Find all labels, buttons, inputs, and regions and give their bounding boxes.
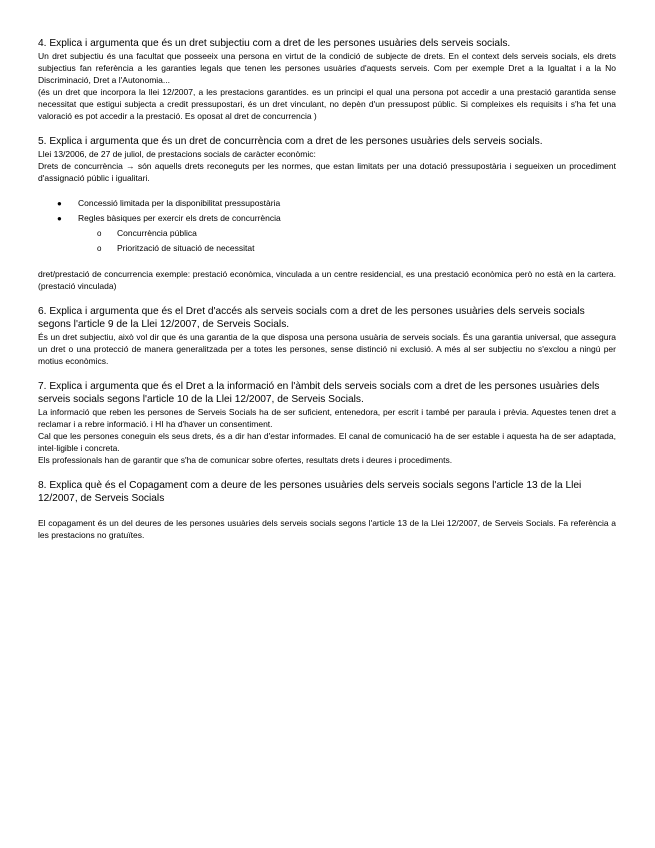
- bullet-icon: ●: [57, 214, 62, 223]
- sub-list-item: [78, 241, 616, 256]
- question-heading: 7. Explica i argumenta que és el Dret a la informació en l'àmbit dels serveis socials com a dret de les persones usuàries dels serveis socials segons l'article 10 de la Llei 12/2007, de Serveis Socials.: [38, 381, 600, 405]
- section-question-5: [38, 135, 616, 292]
- section-question-8: [38, 479, 616, 541]
- answer-paragraph: El copagament és un del deures de les persones usuàries dels serveis socials segons l'article 13 de la Llei 12/2007, de Serveis Socials. Fa referència a les prestacions no gratuïtes.: [38, 518, 616, 540]
- bullet-icon: ●: [57, 199, 62, 208]
- list-item-text: Concessió limitada per la disponibilitat pressupostària: [78, 198, 281, 208]
- bullet-list: [38, 196, 616, 256]
- sub-bullet-icon: o: [97, 244, 102, 253]
- sub-list: [78, 226, 616, 256]
- answer-paragraph: (és un dret que incorpora la llei 12/2007, a les prestacions garantides. es un principi el qual una persona pot accedir a una prestació garantida sense necessitat que estigui subjecta a credit pressupostari, és un dret vinculant, no depèn d'un pressupost públic. Si compleixes els requisits i s'ha fet una valoració es pot accedir a la prestació. Es oposat al dret de concurrencia ): [38, 87, 616, 121]
- list-item-text: Regles bàsiques per exercir els drets de concurrència: [78, 213, 281, 223]
- question-heading: 4. Explica i argumenta que és un dret subjectiu com a dret de les persones usuàries dels serveis socials.: [38, 38, 511, 49]
- question-heading: 6. Explica i argumenta que és el Dret d'accés als serveis socials com a dret de les persones usuàries dels serveis socials segons l'article 9 de la Llei 12/2007, de Serveis Socials.: [38, 306, 585, 330]
- answer-paragraph: Cal que les persones coneguin els seus drets, és a dir han d'estar informades. El canal de comunicació ha de ser estable i aquesta ha de ser adaptada, intel·ligible i concreta.: [38, 431, 616, 453]
- list-item: [38, 196, 616, 211]
- sub-bullet-icon: o: [97, 229, 102, 238]
- answer-paragraph: Els professionals han de garantir que s'ha de comunicar sobre ofertes, resultats drets i deures i procediments.: [38, 455, 453, 465]
- sub-list-item: [78, 226, 616, 241]
- answer-paragraph: Drets de concurrència → són aquells drets reconeguts per les normes, que estan limitats per una dotació pressupostària i segueixen un procediment d'assignació públic i igualitari.: [38, 161, 616, 183]
- section-question-4: [38, 37, 616, 122]
- sub-list-item-text: Priorització de situació de necessitat: [117, 243, 255, 253]
- list-item: [38, 211, 616, 256]
- question-heading: 5. Explica i argumenta que és un dret de concurrència com a dret de les persones usuàries dels serveis socials.: [38, 136, 543, 147]
- spacer: [38, 505, 616, 517]
- question-heading: 8. Explica què és el Copagament com a deure de les persones usuàries dels serveis socials segons l'article 13 de la Llei 12/2007, de Serveis Socials: [38, 480, 582, 504]
- document-page: [38, 37, 616, 554]
- answer-paragraph: És un dret subjectiu, això vol dir que és una garantia de la que disposa una persona usuària de serveis socials. És una garantia universal, que assegura un dret o una protecció de manera generalitzada per a totes les persones, sense distinció ni exclusió. A més al ser subjectiu no s'exclou a ningú per motius econòmics.: [38, 332, 616, 366]
- answer-paragraph: dret/prestació de concurrencia exemple: prestació econòmica, vinculada a un centre residencial, es una prestació econòmica però no està en la cartera. (prestació vinculada): [38, 269, 616, 291]
- sub-list-item-text: Concurrència pública: [117, 228, 197, 238]
- answer-paragraph: Un dret subjectiu és una facultat que posseeix una persona en virtut de la condició de subjecte de drets. En el context dels serveis socials, els drets subjectius fan referència a les garanties legals que tenen les persones usuàries d'aquests serveis. Com per exemple Dret a la Igualtat i a la No Discriminació, Dret a l'Autonomia...: [38, 51, 616, 85]
- answer-paragraph: Llei 13/2006, de 27 de juliol, de prestacions socials de caràcter econòmic:: [38, 149, 316, 159]
- answer-paragraph: La informació que reben les persones de Serveis Socials ha de ser suficient, entenedora, per escrit i també per paraula i prèvia. Aquestes tenen dret a reclamar i a rebre informació. i HI ha d'haver un consentiment.: [38, 407, 616, 429]
- section-question-7: [38, 380, 616, 466]
- section-question-6: [38, 305, 616, 367]
